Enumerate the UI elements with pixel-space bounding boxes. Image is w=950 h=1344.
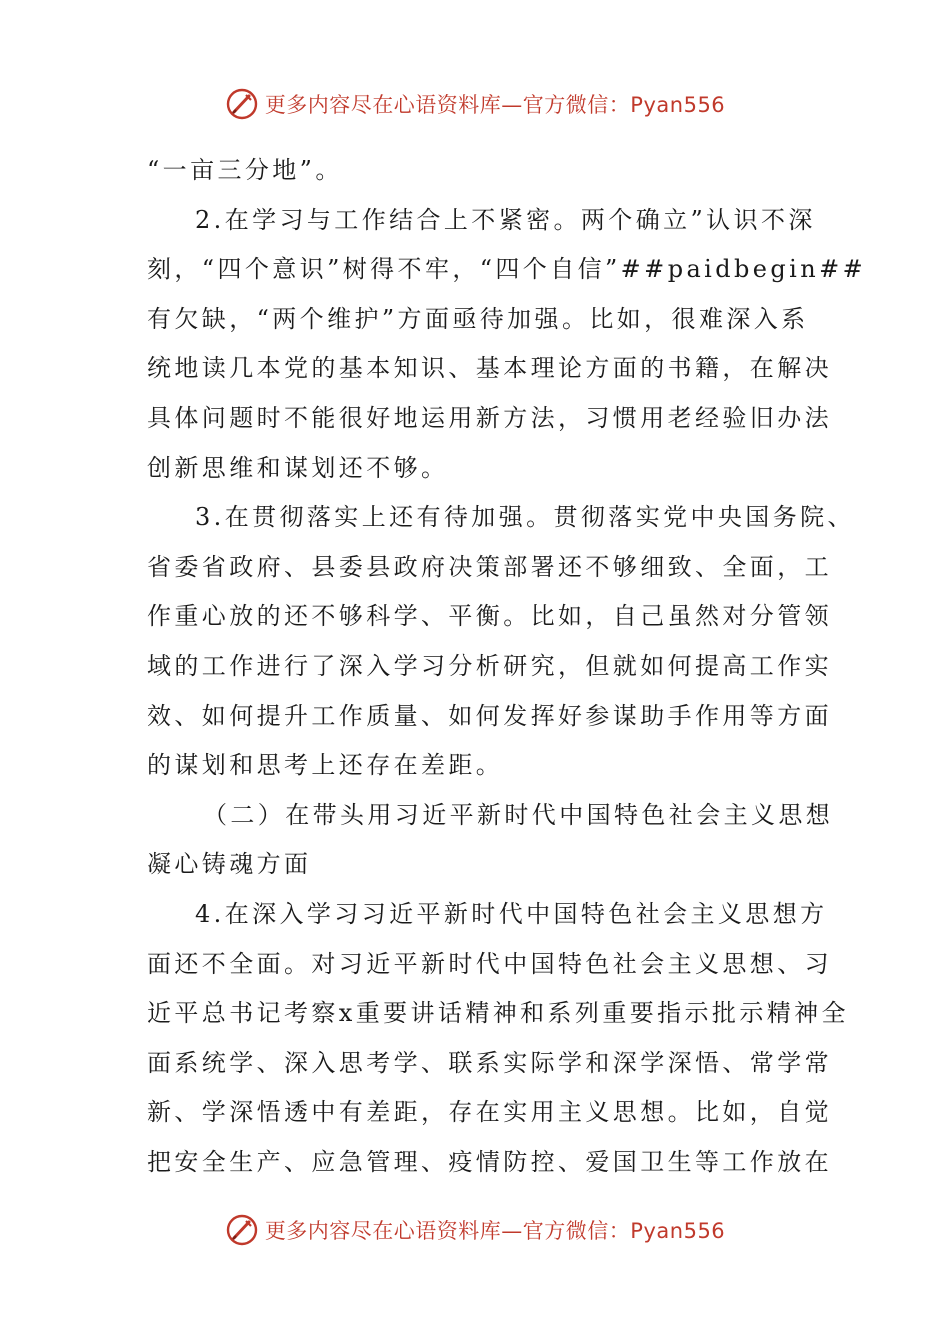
- document-body: [147, 146, 867, 1187]
- text-line: 域的工作进行了深入学习分析研究，但就如何提高工作实: [147, 651, 832, 680]
- text-line: 刻，“四个意识”树得不牢，“四个自信”##paidbegin##: [147, 255, 867, 284]
- text-line: 具体问题时不能很好地运用新方法，习惯用老经验旧办法: [147, 403, 832, 432]
- text-line: 创新思维和谋划还不够。: [147, 453, 449, 482]
- text-line: “一亩三分地”。: [147, 156, 343, 184]
- paragraph-3-heading: 3.在贯彻落实上还有待加强。贯彻落实党中央国务院、: [195, 503, 855, 532]
- text-line: 有欠缺，“两个维护”方面亟待加强。比如，很难深入系: [147, 304, 809, 333]
- footer-banner: [0, 1210, 950, 1250]
- pen-logo-icon: [225, 87, 259, 121]
- text-line: 把安全生产、应急管理、疫情防控、爱国卫生等工作放在: [147, 1147, 832, 1176]
- text-line: 统地读几本党的基本知识、基本理论方面的书籍，在解决: [147, 354, 832, 383]
- header-banner-text: 更多内容尽在心语资料库—官方微信：Pyan556: [264, 93, 726, 117]
- text-line: 的谋划和思考上还存在差距。: [147, 751, 504, 780]
- pen-logo-icon: [225, 1213, 259, 1247]
- text-line: 新、学深悟透中有差距，存在实用主义思想。比如，自觉: [147, 1098, 832, 1127]
- section-heading: （二）在带头用习近平新时代中国特色社会主义思想: [203, 800, 834, 829]
- text-line: 效、如何提升工作质量、如何发挥好参谋助手作用等方面: [147, 701, 832, 730]
- footer-banner-text: 更多内容尽在心语资料库—官方微信：Pyan556: [264, 1219, 726, 1243]
- header-banner: [0, 84, 950, 124]
- text-line: 近平总书记考察x重要讲话精神和系列重要指示批示精神全: [147, 999, 849, 1028]
- section-heading-continued: 凝心铸魂方面: [147, 850, 312, 879]
- paragraph-2-heading: 2.在学习与工作结合上不紧密。两个确立”认识不深: [195, 205, 816, 234]
- text-line: 作重心放的还不够科学、平衡。比如，自己虽然对分管领: [147, 602, 832, 631]
- text-line: 面系统学、深入思考学、联系实际学和深学深悟、常学常: [147, 1048, 832, 1077]
- text-line: 省委省政府、县委县政府决策部署还不够细致、全面，工: [147, 552, 832, 581]
- paragraph-4-heading: 4.在深入学习习近平新时代中国特色社会主义思想方: [195, 899, 828, 928]
- text-line: 面还不全面。对习近平新时代中国特色社会主义思想、习: [147, 949, 832, 978]
